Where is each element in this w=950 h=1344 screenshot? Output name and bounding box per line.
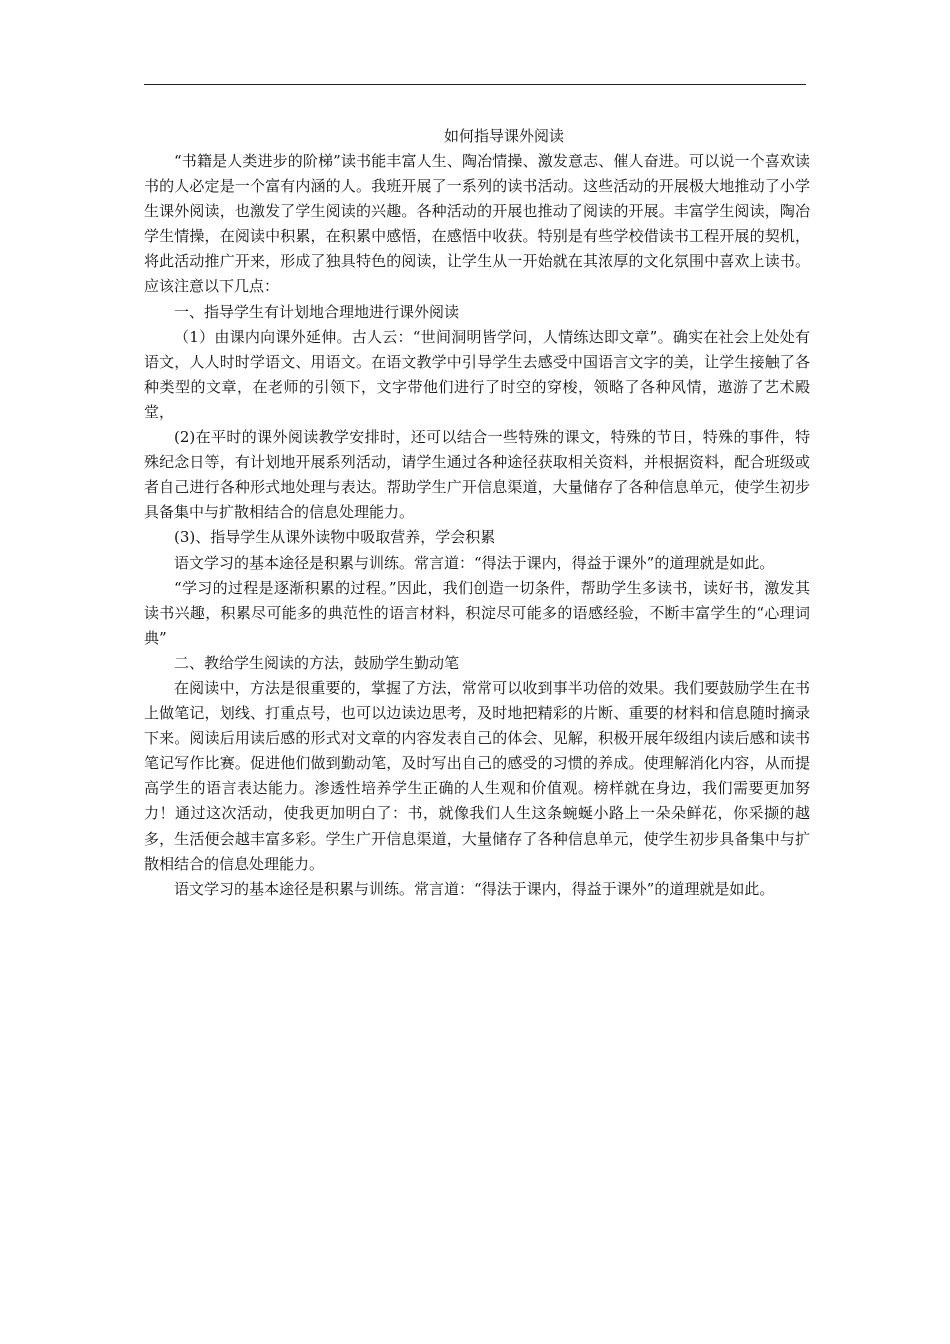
document-body bbox=[144, 124, 810, 902]
paragraph-reading-methods: 在阅读中，方法是很重要的，掌握了方法，常常可以收到事半功倍的效果。我们要鼓励学生在书上做笔记，划线、打重点号，也可以边读边思考，及时地把精彩的片断、重要的材料和信息随时摘录下来。阅读后用读后感的形式对文章的内容发表自己的体会、见解，积极开展年级组内读后感和读书笔记写作比赛。促进他们做到勤动笔，及时写出自己的感受的习惯的养成。使理解消化内容，从而提高学生的语言表达能力。渗透性培养学生正确的人生观和价值观。榜样就在身边，我们需要更加努力！通过这次活动，使我更加明白了：书，就像我们人生这条蜿蜒小路上一朵朵鲜花，你采撷的越多，生活便会越丰富多彩。学生广开信息渠道，大量储存了各种信息单元，使学生初步具备集中与扩散相结合的信息处理能力。 bbox=[144, 678, 810, 873]
paragraph-point-1: （1）由课内向课外延伸。古人云：“世间洞明皆学问，人情练达即文章”。确实在社会上处处有语文，人人时时学语文、用语文。在语文教学中引导学生去感受中国语言文字的美，让学生接触了各种类型的文章，在老师的引领下，文字带他们进行了时空的穿梭，领略了各种风情，遨游了艺术殿堂， bbox=[144, 327, 810, 421]
paragraph-basic-approach: 语文学习的基本途径是积累与训练。常言道：“得法于课内，得益于课外”的道理就是如此。 bbox=[174, 553, 775, 572]
paragraph-point-3-heading: (3)、指导学生从课外读物中吸取营养，学会积累 bbox=[174, 528, 496, 547]
paragraph-point-2: (2)在平时的课外阅读教学安排时，还可以结合一些特殊的课文，特殊的节日，特殊的事件，特殊纪念日等，有计划地开展系列活动，请学生通过各种途径获取相关资料，并根据资料，配合班级或者自己进行各种形式地处理与表达。帮助学生广开信息渠道，大量储存了各种信息单元，使学生初步具备集中与扩散相结合的信息处理能力。 bbox=[144, 428, 810, 522]
section-heading-2: 二、教给学生阅读的方法，鼓励学生勤动笔 bbox=[174, 653, 460, 672]
paragraph-accumulation: “学习的过程是逐渐积累的过程。”因此，我们创造一切条件，帮助学生多读书，读好书，激发其读书兴趣，积累尽可能多的典范性的语言材料，积淀尽可能多的语感经验，不断丰富学生的“心理词典” bbox=[144, 578, 810, 647]
paragraph-intro: “书籍是人类进步的阶梯”读书能丰富人生、陶冶情操、激发意志、催人奋进。可以说一个喜欢读书的人必定是一个富有内涵的人。我班开展了一系列的读书活动。这些活动的开展极大地推动了小学生课外阅读，也激发了学生阅读的兴趣。各种活动的开展也推动了阅读的开展。丰富学生阅读，陶冶学生情操，在阅读中积累，在积累中感悟，在感悟中收获。特别是有些学校借读书工程开展的契机，将此活动推广开来，形成了独具特色的阅读，让学生从一开始就在其浓厚的文化氛围中喜欢上读书。应该注意以下几点： bbox=[144, 152, 810, 296]
document-title: 如何指导课外阅读 bbox=[444, 127, 565, 145]
header-rule bbox=[144, 84, 806, 85]
section-heading-1: 一、指导学生有计划地合理地进行课外阅读 bbox=[174, 302, 460, 321]
paragraph-closing: 语文学习的基本途径是积累与训练。常言道：“得法于课内，得益于课外”的道理就是如此。 bbox=[174, 879, 775, 898]
